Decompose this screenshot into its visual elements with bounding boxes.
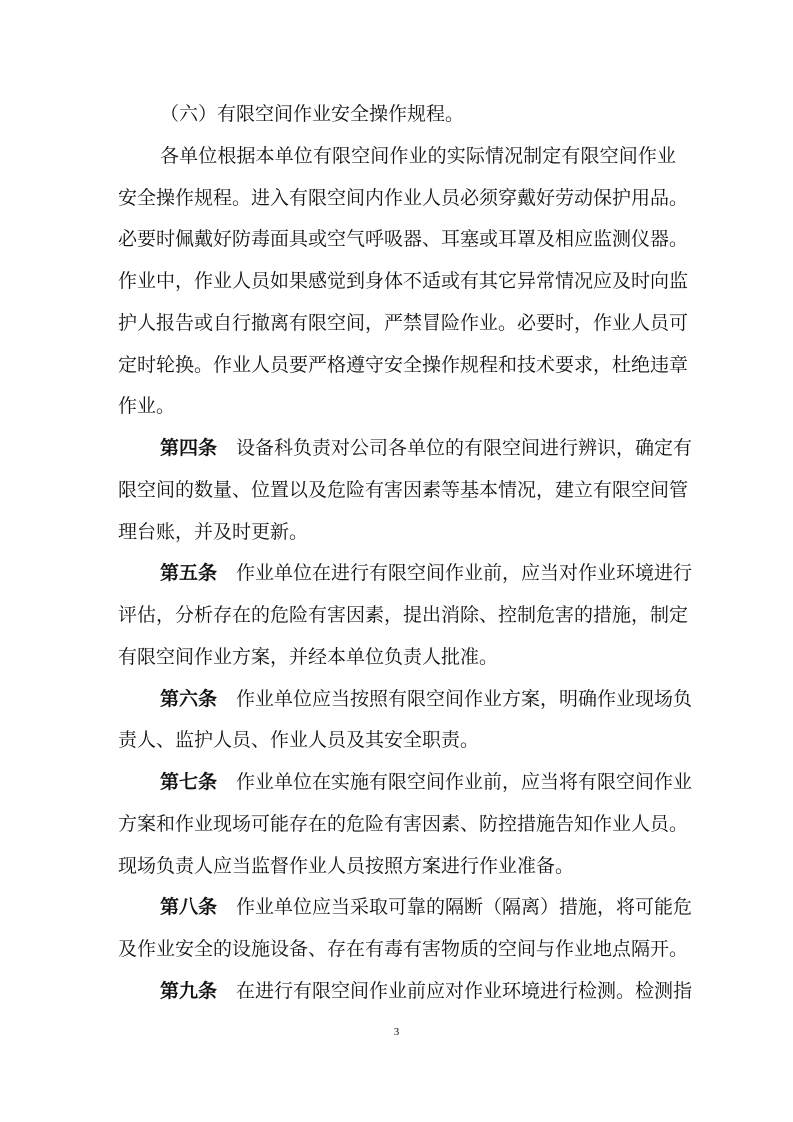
text-line <box>118 725 676 767</box>
article-paragraph <box>118 767 693 892</box>
text-line <box>118 224 689 266</box>
article-paragraph <box>118 892 693 976</box>
text-line <box>118 892 693 934</box>
line-text: 安全操作规程。进入有限空间内作业人员必须穿戴好劳动保护用品。 <box>118 186 689 209</box>
article-paragraph <box>118 976 693 1018</box>
article-number: 第七条 <box>160 771 218 793</box>
text-line <box>118 99 676 141</box>
text-line <box>118 141 676 183</box>
text-line <box>118 976 693 1018</box>
text-line <box>118 183 689 225</box>
line-text: 评估，分析存在的危险有害因素，提出消除、控制危害的措施，制定 <box>118 604 689 626</box>
line-text: 护人报告或自行撤离有限空间，严禁冒险作业。必要时，作业人员可 <box>118 311 689 334</box>
line-text: 作业中，作业人员如果感觉到身体不适或有其它异常情况应及时向监 <box>118 270 689 292</box>
article-number: 第九条 <box>160 979 218 1002</box>
text-line <box>118 350 689 392</box>
line-text: 限空间的数量、位置以及危险有害因素等基本情况，建立有限空间管 <box>118 478 689 501</box>
article-paragraph <box>118 684 693 768</box>
line-text: 及作业安全的设施设备、存在有毒有害物质的空间与作业地点隔开。 <box>118 938 689 960</box>
line-text: 作业单位在进行有限空间作业前，应当对作业环境进行 <box>236 562 693 585</box>
paragraph <box>118 141 689 433</box>
text-line <box>118 433 693 475</box>
line-text: 定时轮换。作业人员要严格遵守安全操作规程和技术要求，杜绝违章 <box>118 353 689 376</box>
line-text: （六）有限空间作业安全操作规程。 <box>160 103 465 125</box>
line-text: 必要时佩戴好防毒面具或空气呼吸器、耳塞或耳罩及相应监测仪器。 <box>118 228 689 251</box>
line-text: 各单位根据本单位有限空间作业的实际情况制定有限空间作业 <box>160 144 676 167</box>
text-line <box>118 475 689 517</box>
article-paragraph <box>118 558 693 683</box>
text-line <box>118 684 693 726</box>
text-line <box>118 851 676 893</box>
text-line <box>118 266 689 308</box>
line-text: 设备科负责对公司各单位的有限空间进行辨识，确定有 <box>236 437 693 459</box>
text-line <box>118 558 693 600</box>
document-body <box>118 99 693 1018</box>
paragraph <box>118 99 676 141</box>
line-text: 方案和作业现场可能存在的危险有害因素、防控措施告知作业人员。 <box>118 812 689 835</box>
line-text: 理台账，并及时更新。 <box>118 520 309 543</box>
line-text: 责人、监护人员、作业人员及其安全职责。 <box>118 729 480 752</box>
text-line <box>118 391 676 433</box>
text-line <box>118 600 689 642</box>
line-text: 有限空间作业方案，并经本单位负责人批准。 <box>118 645 499 668</box>
article-number: 第八条 <box>160 896 218 919</box>
text-line <box>118 308 689 350</box>
line-text: 作业单位应当按照有限空间作业方案，明确作业现场负 <box>236 687 693 710</box>
line-text: 作业单位应当采取可靠的隔断（隔离）措施，将可能危 <box>236 896 693 919</box>
page-number: 3 <box>393 1026 400 1038</box>
text-line <box>118 809 689 851</box>
line-text: 作业单位在实施有限空间作业前，应当将有限空间作业 <box>236 771 693 793</box>
text-line <box>118 934 689 976</box>
article-number: 第四条 <box>160 437 218 459</box>
text-line <box>118 517 676 559</box>
text-line <box>118 767 693 809</box>
article-paragraph <box>118 433 693 558</box>
line-text: 作业。 <box>118 395 176 418</box>
line-text: 在进行有限空间作业前应对作业环境进行检测。检测指 <box>236 979 693 1002</box>
article-number: 第六条 <box>160 687 218 710</box>
line-text: 现场负责人应当监督作业人员按照方案进行作业准备。 <box>118 854 575 877</box>
text-line <box>118 642 676 684</box>
article-number: 第五条 <box>160 562 218 585</box>
